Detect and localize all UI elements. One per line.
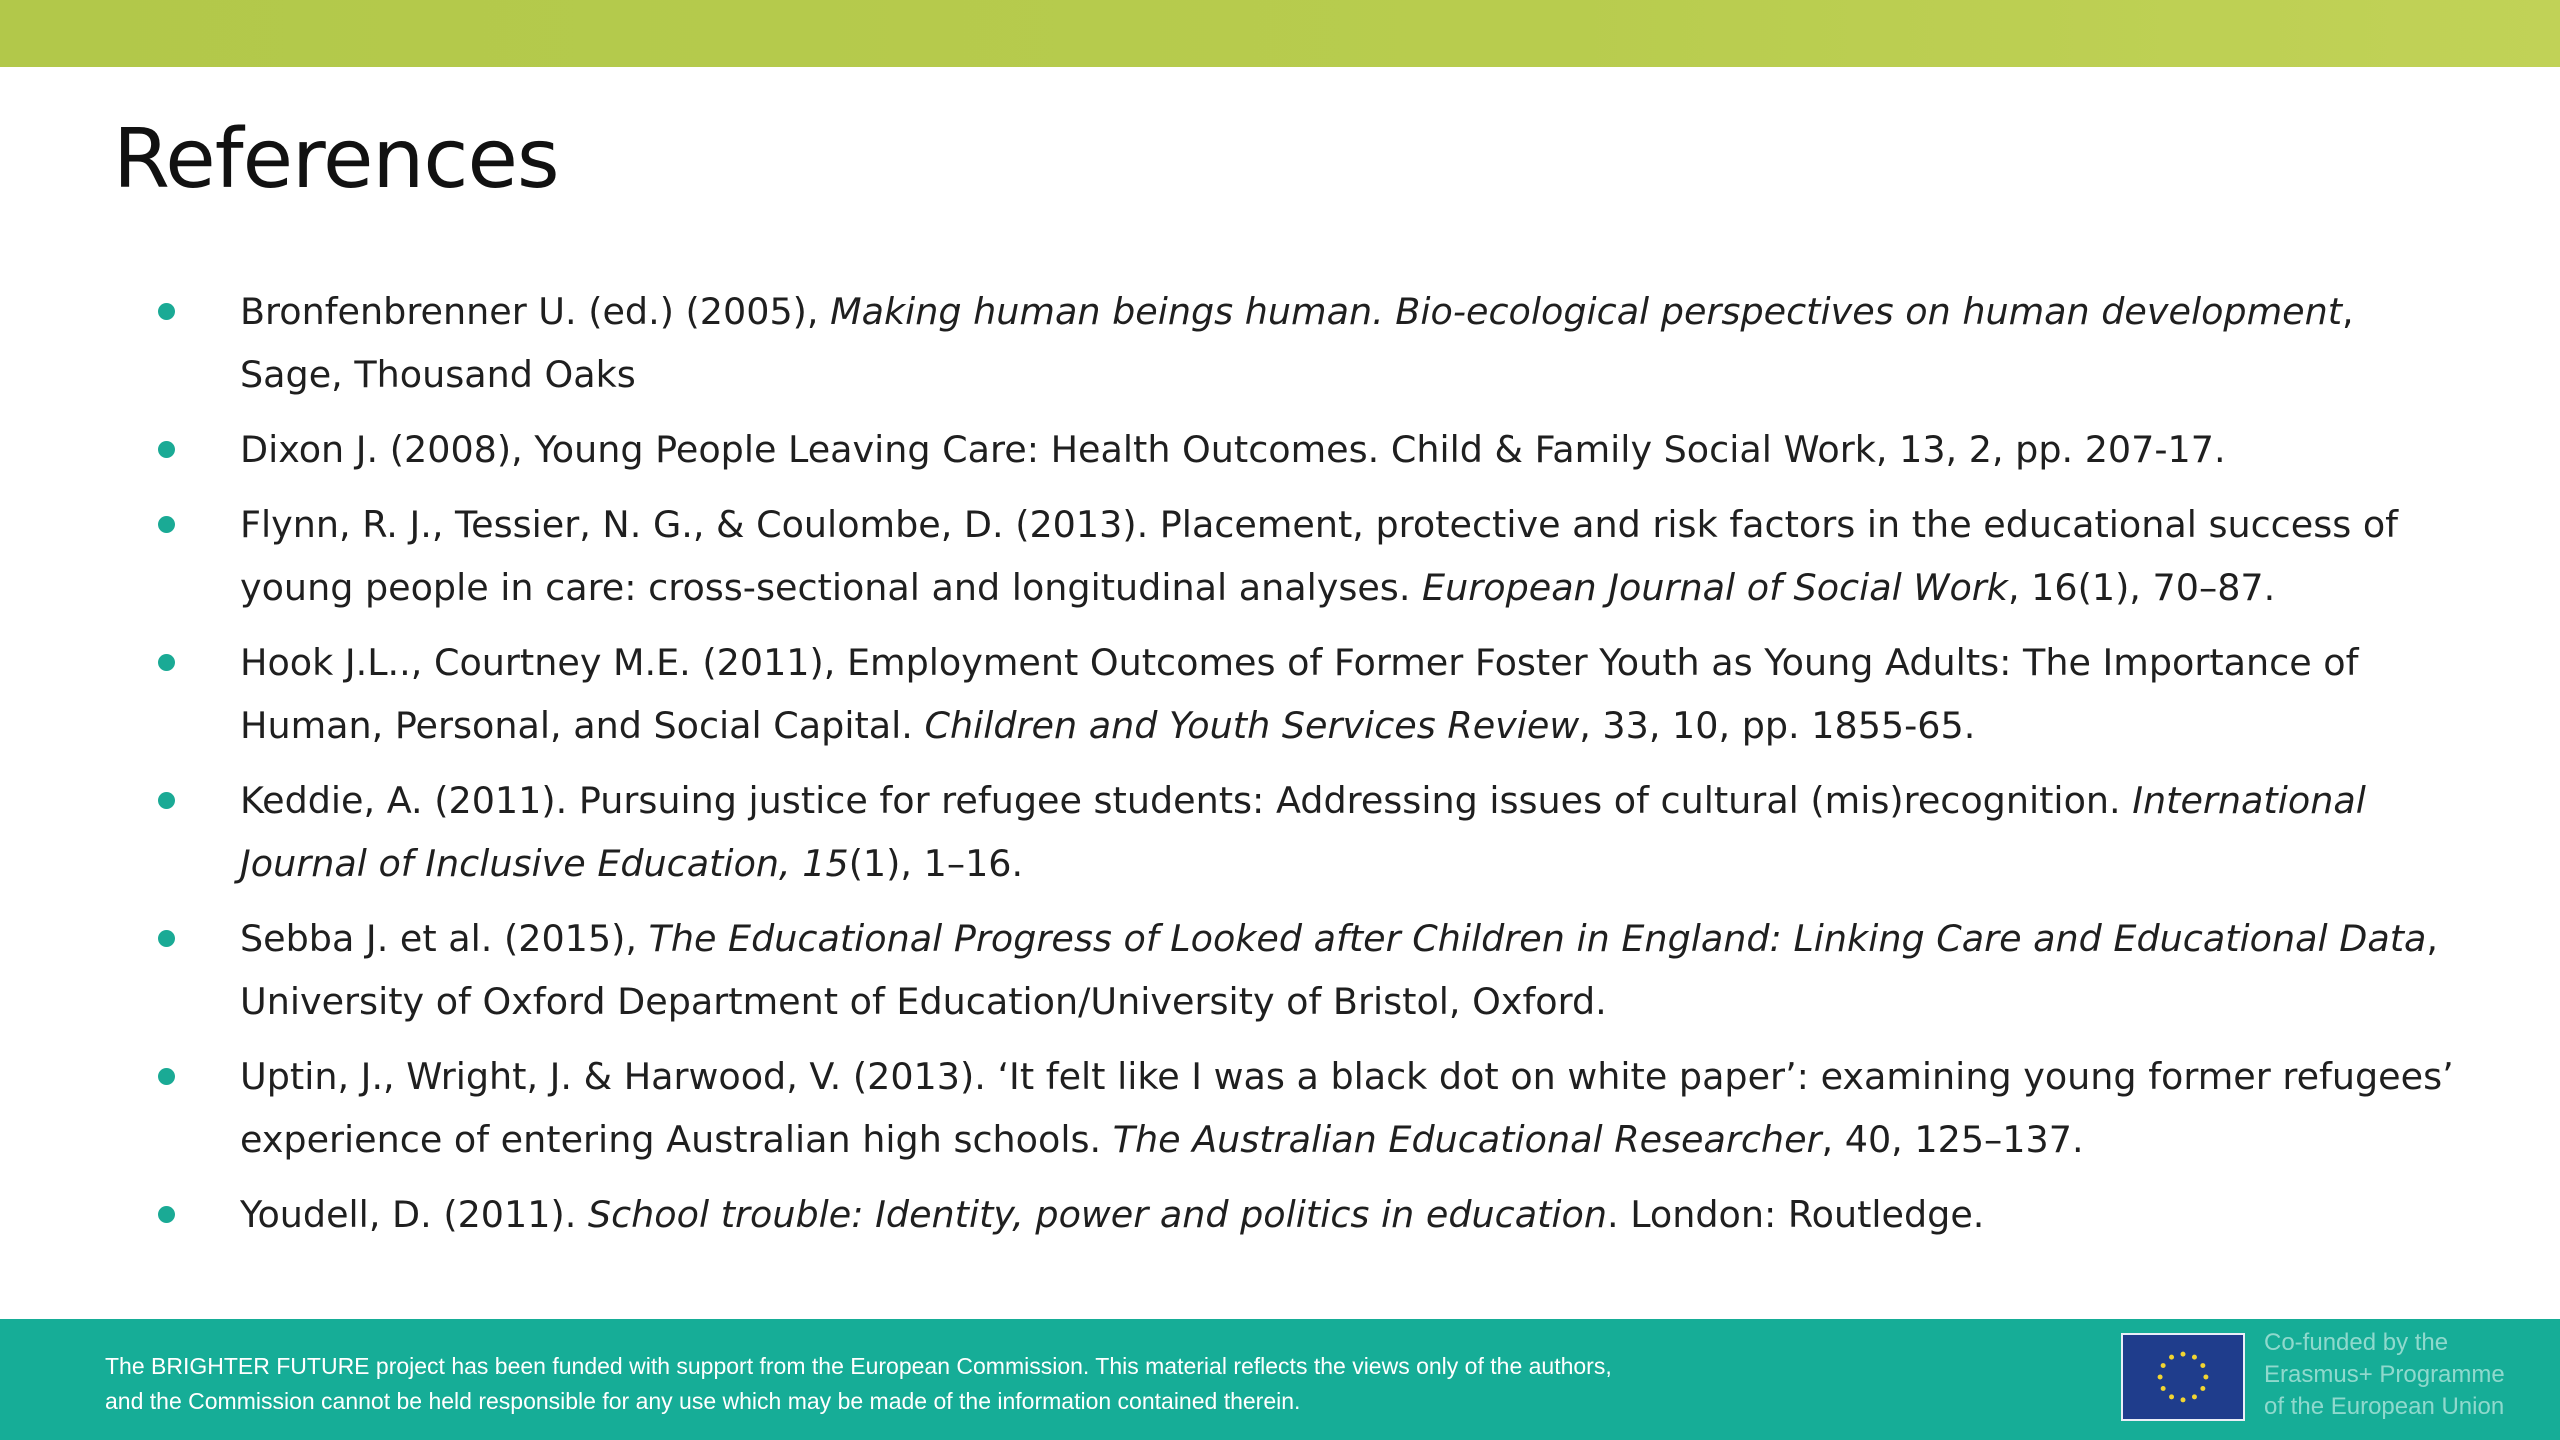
reference-text: Flynn, R. J., Tessier, N. G., & Coulombe, D. (2013). Placement, protective and risk factors in the educational success of young people in care: cross-sectional and longitudinal analyses.	[240, 503, 2399, 609]
eu-line-1: Co-funded by the	[2264, 1329, 2449, 1356]
reference-italic: The Australian Educational Researcher	[1112, 1118, 1822, 1161]
reference-text-after: (1), 1–16.	[848, 842, 1024, 885]
reference-text: Bronfenbrenner U. (ed.) (2005),	[240, 290, 831, 333]
reference-italic: Children and Youth Services Review	[924, 704, 1580, 747]
list-item	[240, 1183, 2460, 1246]
bullet-icon	[158, 441, 175, 458]
eu-flag-icon	[2121, 1333, 2245, 1421]
bullet-icon	[158, 1206, 175, 1223]
reference-text: Dixon J. (2008), Young People Leaving Care: Health Outcomes. Child & Family Social Work, 13, 2, pp. 207-17.	[240, 428, 2226, 471]
list-item	[240, 1045, 2460, 1171]
reference-text-after: , 40, 125–137.	[1821, 1118, 2084, 1161]
reference-text: Youdell, D. (2011).	[240, 1193, 588, 1236]
reference-text: Hook J.L.., Courtney M.E. (2011), Employment Outcomes of Former Foster Youth as Young Adults: The Importance of Human, Personal, and Social Capital.	[240, 641, 2359, 747]
reference-italic: The Educational Progress of Looked after Children in England: Linking Care and Educational Data	[648, 917, 2427, 960]
top-accent-bar	[0, 0, 2560, 67]
eu-line-2: Erasmus+ Programme	[2264, 1361, 2505, 1388]
bullet-icon	[158, 792, 175, 809]
page-title: References	[113, 112, 559, 207]
reference-list	[240, 280, 2460, 1258]
footer-bar	[0, 1319, 2560, 1440]
reference-text: Sebba J. et al. (2015),	[240, 917, 649, 960]
bullet-icon	[158, 303, 175, 320]
eu-line-3: of the European Union	[2264, 1393, 2505, 1420]
list-item	[240, 493, 2460, 619]
disclaimer-line-2: and the Commission cannot be held responsible for any use which may be made of the information contained therein.	[105, 1388, 1301, 1414]
reference-text-after: , 33, 10, pp. 1855-65.	[1579, 704, 1976, 747]
bullet-icon	[158, 516, 175, 533]
reference-italic: Making human beings human. Bio-ecological perspectives on human development	[830, 290, 2343, 333]
reference-text-after: , 16(1), 70–87.	[2007, 566, 2276, 609]
list-item	[240, 907, 2460, 1033]
bullet-icon	[158, 1068, 175, 1085]
reference-text: Uptin, J., Wright, J. & Harwood, V. (2013). ‘It felt like I was a black dot on white paper’: examining young former refugees’ experience of entering Australian high schools.	[240, 1055, 2454, 1161]
list-item	[240, 418, 2460, 481]
reference-text-after: , University of Oxford Department of Education/University of Bristol, Oxford.	[240, 917, 2439, 1023]
reference-italic: European Journal of Social Work	[1422, 566, 2008, 609]
reference-text: Keddie, A. (2011). Pursuing justice for refugee students: Addressing issues of cultural (mis)recognition.	[240, 779, 2133, 822]
reference-text-after: . London: Routledge.	[1607, 1193, 1985, 1236]
list-item	[240, 769, 2460, 895]
bullet-icon	[158, 654, 175, 671]
bullet-icon	[158, 930, 175, 947]
disclaimer-line-1: The BRIGHTER FUTURE project has been funded with support from the European Commission. This material reflects the views only of the authors,	[105, 1353, 1612, 1379]
reference-italic: School trouble: Identity, power and politics in education	[587, 1193, 1607, 1236]
funding-disclaimer	[105, 1349, 1905, 1419]
reference-text-after: , Sage, Thousand Oaks	[240, 290, 2354, 396]
eu-cofunded-label	[2264, 1327, 2554, 1423]
reference-italic: International Journal of Inclusive Education, 15	[240, 779, 2366, 885]
list-item	[240, 280, 2460, 406]
list-item	[240, 631, 2460, 757]
